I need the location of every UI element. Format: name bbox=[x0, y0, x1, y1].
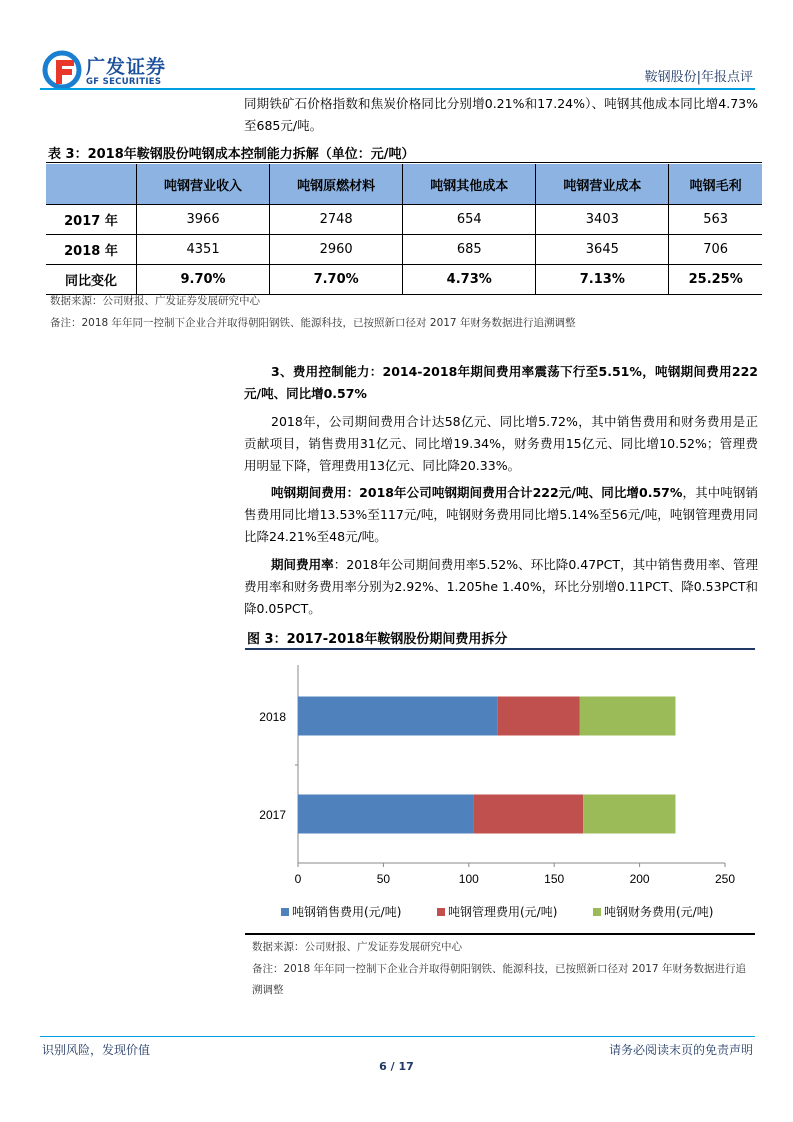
figure-source: 数据来源：公司财报、广发证券发展研究中心 bbox=[252, 941, 462, 953]
table-header-cell: 吨钢营业成本 bbox=[536, 164, 669, 205]
table-source: 数据来源：公司财报、广发证券发展研究中心 bbox=[50, 295, 260, 307]
paragraph-2-body: ，其中吨钢销售费用同比增13.53%至117元/吨，吨钢财务费用同比增5.14%至56元/吨，吨钢管理费用同比降24.21%至48元/吨。 bbox=[244, 485, 758, 544]
legend-item-admin bbox=[437, 903, 557, 920]
x-tick-label: 150 bbox=[544, 872, 565, 886]
legend-label: 吨钢财务费用(元/吨) bbox=[604, 905, 714, 919]
x-tick-label: 200 bbox=[629, 872, 650, 886]
table-cell: 25.25% bbox=[669, 265, 762, 295]
paragraph-3-lead: 期间费用率 bbox=[271, 557, 334, 572]
table-title: 表 3：2018年鞍钢股份吨钢成本控制能力拆解（单位：元/吨） bbox=[48, 147, 415, 162]
logo-text-en: GF SECURITIES bbox=[86, 77, 162, 87]
category-label: 2018 bbox=[259, 710, 286, 724]
table-cell: 9.70% bbox=[137, 265, 270, 295]
legend-label: 吨钢销售费用(元/吨) bbox=[292, 905, 402, 919]
row-label: 2018 年 bbox=[46, 235, 137, 265]
table-cell: 2748 bbox=[270, 205, 403, 235]
legend-swatch-admin bbox=[437, 908, 445, 916]
table-cell: 4.73% bbox=[403, 265, 536, 295]
x-tick-label: 250 bbox=[714, 872, 736, 886]
table-cell: 685 bbox=[403, 235, 536, 265]
paragraph-2-lead: 吨钢期间费用：2018年公司吨钢期间费用合计222元/吨、同比增0.57% bbox=[271, 485, 683, 500]
bar-segment-2018-0 bbox=[298, 697, 498, 736]
figure-note: 备注：2018 年年同一控制下企业合并取得朝阳钢铁、能源科技，已按照新口径对 2017 年财务数据进行追溯调整 bbox=[252, 963, 746, 996]
legend-item-sales bbox=[281, 903, 401, 920]
page-number: 6 / 17 bbox=[379, 1060, 414, 1073]
table-cell: 4351 bbox=[137, 235, 270, 265]
table-cell: 563 bbox=[669, 205, 762, 235]
row-label: 同比变化 bbox=[46, 265, 137, 295]
x-tick-label: 0 bbox=[294, 872, 302, 886]
x-tick-label: 100 bbox=[458, 872, 479, 886]
footer-slogan: 识别风险，发现价值 bbox=[42, 1043, 151, 1057]
table-cell: 706 bbox=[669, 235, 762, 265]
bar-segment-2017-2 bbox=[583, 795, 675, 834]
table-cell: 654 bbox=[403, 205, 536, 235]
table-header-cell: 吨钢毛利 bbox=[669, 164, 762, 205]
x-tick-label: 50 bbox=[376, 872, 391, 886]
table-header-cell: 吨钢其他成本 bbox=[403, 164, 536, 205]
section-heading: 3、费用控制能力：2014-2018年期间费用率震荡下行至5.51%，吨钢期间费用222元/吨、同比增0.57% bbox=[244, 364, 758, 401]
figure-bottom-rule bbox=[245, 933, 755, 935]
footer-divider bbox=[40, 1036, 755, 1037]
table-cell: 3966 bbox=[137, 205, 270, 235]
table-cell: 2960 bbox=[270, 235, 403, 265]
bar-segment-2017-1 bbox=[474, 795, 583, 834]
table-header-cell: 吨钢营业收入 bbox=[137, 164, 270, 205]
paragraph-1: 2018年，公司期间费用合计达58亿元、同比增5.72%，其中销售费用和财务费用是正贡献项目，销售费用31亿元、同比增19.34%，财务费用15亿元、同比增10.52%；管理费用明显下降，管理费用13亿元、同比降20.33%。 bbox=[244, 414, 758, 473]
table-cell: 7.13% bbox=[536, 265, 669, 295]
bar-segment-2017-0 bbox=[298, 795, 474, 834]
table-cell: 7.70% bbox=[270, 265, 403, 295]
legend-swatch-finance bbox=[593, 908, 601, 916]
row-label: 2017 年 bbox=[46, 205, 137, 235]
table-note: 备注：2018 年年同一控制下企业合并取得朝阳钢铁、能源科技，已按照新口径对 2017 年财务数据进行追溯调整 bbox=[50, 317, 576, 329]
table-header-cell: 吨钢原燃材料 bbox=[270, 164, 403, 205]
legend-item-finance bbox=[593, 903, 713, 920]
logo-text-cn: 广发证券 bbox=[86, 56, 167, 78]
legend-swatch-sales bbox=[281, 908, 289, 916]
table-cell: 3645 bbox=[536, 235, 669, 265]
bar-segment-2018-1 bbox=[498, 697, 580, 736]
category-label: 2017 bbox=[259, 808, 286, 822]
legend-label: 吨钢管理费用(元/吨) bbox=[448, 905, 558, 919]
intro-paragraph: 同期铁矿石价格指数和焦炭价格同比分别增0.21%和17.24%）、吨钢其他成本同比增4.73%至685元/吨。 bbox=[244, 96, 758, 133]
paragraph-3-body: ：2018年公司期间费用率5.52%、环比降0.47PCT，其中销售费用率、管理费用率和财务费用率分别为2.92%、1.205he 1.40%，环比分别增0.11PCT、降0.53PCT和降0.05PCT。 bbox=[244, 557, 758, 616]
footer-disclaimer: 请务必阅读末页的免责声明 bbox=[608, 1043, 753, 1057]
figure-title: 图 3：2017-2018年鞍钢股份期间费用拆分 bbox=[247, 632, 508, 647]
bar-segment-2018-2 bbox=[580, 697, 676, 736]
header-report-title: 鞍钢股份|年报点评 bbox=[644, 70, 753, 85]
table-cell: 3403 bbox=[536, 205, 669, 235]
